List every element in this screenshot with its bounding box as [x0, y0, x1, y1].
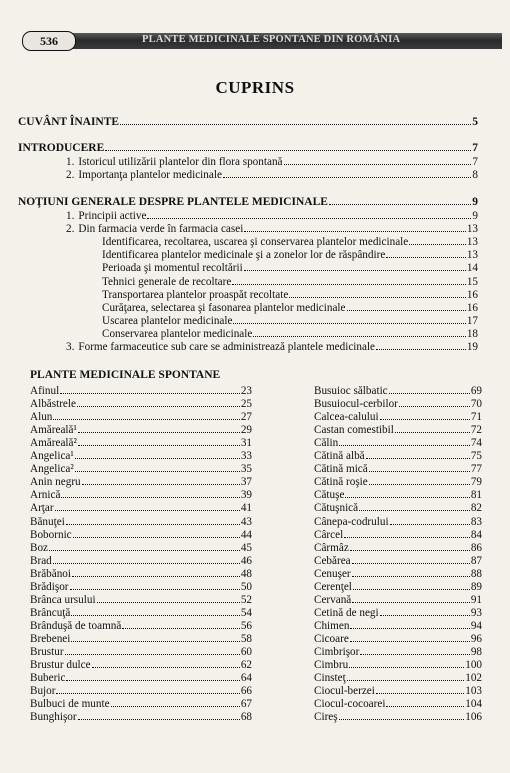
running-header — [22, 31, 502, 50]
entry-label: CUVÂNT ÎNAINTE — [18, 116, 120, 128]
entry-label: Perioada şi momentul recoltării — [102, 262, 243, 275]
entry-label: Călin — [314, 437, 339, 450]
entry-label: Alun — [30, 411, 53, 424]
entry-label: Busuiocul-cerbilor — [314, 398, 398, 411]
entry-page: 84 — [470, 528, 482, 541]
dot-leader — [390, 513, 470, 525]
entry-label: Din farmacia verde în farmacia casei — [78, 223, 244, 236]
entry-page: 64 — [240, 672, 252, 685]
dot-leader — [70, 578, 240, 590]
dot-leader — [105, 139, 471, 151]
dot-leader — [233, 312, 465, 324]
dot-leader — [61, 486, 239, 498]
plant-entry — [30, 708, 252, 724]
entry-page: 13 — [466, 223, 478, 236]
entry-label: Afinul — [30, 385, 60, 397]
entry-label: Transportarea plantelor proaspăt recoltate — [102, 288, 289, 301]
dot-leader — [82, 473, 240, 485]
dot-leader — [244, 259, 466, 271]
entry-page: 15 — [466, 275, 478, 288]
dot-leader — [409, 233, 466, 245]
entry-page: 33 — [240, 450, 252, 463]
entry-label: Brebenei — [30, 632, 71, 645]
page-number: 536 — [22, 31, 76, 51]
dot-leader — [349, 656, 464, 668]
dot-leader — [369, 460, 470, 472]
entry-page: 86 — [470, 541, 482, 554]
entry-page: 27 — [240, 411, 252, 424]
entry-label: Ciocul-berzei — [314, 685, 375, 698]
dot-leader — [66, 669, 239, 681]
entry-page: 31 — [240, 437, 252, 450]
entry-page: 104 — [465, 698, 482, 711]
entry-page: 16 — [466, 288, 478, 301]
entry-label: Principii active — [78, 210, 147, 222]
dot-leader — [78, 421, 240, 433]
entry-page: 45 — [240, 541, 252, 554]
entry-page: 52 — [240, 593, 252, 606]
entry-page: 69 — [470, 385, 482, 397]
entry-page: 18 — [466, 327, 478, 340]
dot-leader — [65, 643, 240, 655]
entry-page: 13 — [466, 236, 478, 249]
dot-leader — [369, 473, 470, 485]
item-number: 2. — [66, 223, 75, 236]
dot-leader — [53, 552, 240, 564]
entry-page: 16 — [466, 301, 478, 314]
dot-leader — [60, 382, 240, 394]
entry-label: Ciocul-cocoarei — [314, 698, 386, 711]
entry-label: Brâncuţă — [30, 606, 71, 619]
entry-page: 71 — [470, 411, 482, 424]
entry-label: Cimbrişor — [314, 646, 360, 658]
dot-leader — [71, 604, 239, 616]
dot-leader — [345, 486, 469, 498]
entry-page: 39 — [240, 489, 252, 502]
entry-label: Brânca ursului — [30, 593, 96, 606]
dot-leader — [78, 708, 240, 720]
entry-page: 8 — [472, 169, 478, 182]
dot-leader — [75, 460, 240, 472]
entry-label: Tehnici generale de recoltare — [102, 275, 232, 288]
entry-page: 74 — [470, 437, 482, 450]
entry-page: 62 — [240, 659, 252, 672]
entry-label: Angelica¹ — [30, 450, 74, 463]
entry-label: Cetină de negi — [314, 606, 379, 619]
dot-leader — [111, 695, 240, 707]
dot-leader — [347, 669, 465, 681]
dot-leader — [395, 421, 470, 433]
dot-leader — [386, 246, 466, 258]
entry-label: Cebărea — [314, 554, 351, 567]
entry-page: 58 — [240, 632, 252, 645]
entry-page: 5 — [472, 116, 478, 128]
dot-leader — [232, 273, 465, 285]
dot-leader — [352, 591, 470, 603]
entry-label: INTRODUCERE — [18, 142, 105, 154]
entry-label: Amăreală² — [30, 437, 77, 450]
dot-leader — [366, 447, 470, 459]
entry-page: 23 — [240, 385, 252, 397]
entry-label: Cătină mică — [314, 463, 368, 476]
entry-label: Bobornic — [30, 528, 72, 541]
entry-page: 96 — [470, 632, 482, 645]
entry-label: Cervană — [314, 593, 352, 606]
dot-leader — [72, 565, 240, 577]
entry-page: 7 — [472, 142, 478, 154]
dot-leader — [97, 591, 240, 603]
toc-entry — [66, 166, 478, 182]
entry-page: 87 — [470, 554, 482, 567]
dot-leader — [399, 395, 470, 407]
entry-page: 41 — [240, 502, 252, 515]
entry-page: 44 — [240, 528, 252, 541]
entry-page: 102 — [465, 672, 482, 685]
entry-page: 9 — [472, 210, 478, 222]
plants-heading: PLANTE MEDICINALE SPONTANE — [30, 369, 221, 381]
dot-leader — [376, 338, 466, 350]
entry-label: Istoricul utilizării plantelor din flora spontană — [78, 156, 283, 168]
entry-label: Conservarea plantelor medicinale — [102, 327, 253, 340]
entry-page: 13 — [466, 249, 478, 262]
entry-label: Cicoare — [314, 632, 349, 645]
entry-label: Cenuşer — [314, 567, 351, 580]
entry-page: 60 — [240, 646, 252, 658]
entry-label: Arţar — [30, 502, 54, 515]
dot-leader — [350, 630, 470, 642]
entry-page: 9 — [472, 196, 478, 208]
entry-label: Bănuţei — [30, 515, 65, 528]
entry-page: 29 — [240, 424, 252, 437]
dot-leader — [339, 708, 465, 720]
entry-label: Cătină albă — [314, 450, 365, 463]
dot-leader — [350, 617, 469, 629]
dot-leader — [223, 166, 472, 178]
plant-entry — [314, 708, 482, 724]
entry-label: NOŢIUNI GENERALE DESPRE PLANTELE MEDICINALE — [18, 196, 328, 208]
entry-label: Chimen — [314, 619, 350, 632]
entry-label: Castan comestibil — [314, 424, 394, 437]
dot-leader — [289, 286, 466, 298]
entry-label: Importanţa plantelor medicinale — [78, 169, 222, 182]
entry-label: Brăbănoi — [30, 567, 72, 580]
item-number: 1. — [66, 210, 75, 222]
entry-page: 50 — [240, 580, 252, 593]
entry-label: Uscarea plantelor medicinale — [102, 314, 233, 327]
entry-page: 93 — [470, 606, 482, 619]
dot-leader — [376, 682, 464, 694]
entry-page: 37 — [240, 476, 252, 489]
dot-leader — [66, 513, 240, 525]
page-title: CUPRINS — [215, 78, 295, 97]
entry-label: Brad — [30, 554, 52, 567]
entry-label: Forme farmaceutice sub care se administrează plantele medicinale — [78, 341, 376, 353]
item-number: 1. — [66, 156, 75, 168]
entry-label: Albăstrele — [30, 398, 76, 411]
entry-label: Cătuşnică — [314, 502, 359, 515]
dot-leader — [92, 656, 240, 668]
entry-label: Identificarea plantelor medicinale şi a zonelor lor de răspândire — [102, 249, 386, 262]
entry-label: Identificarea, recoltarea, uscarea şi conservarea plantelor medicinale — [102, 236, 409, 249]
item-number: 3. — [66, 341, 75, 353]
dot-leader — [386, 695, 464, 707]
entry-label: Bujor — [30, 685, 56, 698]
entry-label: Cinsteţ — [314, 672, 346, 685]
dot-leader — [244, 220, 466, 232]
entry-page: 7 — [472, 156, 478, 168]
entry-page: 83 — [470, 515, 482, 528]
entry-page: 89 — [470, 580, 482, 593]
entry-page: 100 — [465, 659, 482, 672]
dot-leader — [352, 565, 470, 577]
dot-leader — [120, 113, 471, 125]
entry-page: 48 — [240, 567, 252, 580]
running-title: PLANTE MEDICINALE SPONTANE DIN ROMÂNIA — [142, 34, 401, 45]
dot-leader — [56, 682, 239, 694]
entry-page: 70 — [470, 398, 482, 411]
entry-page: 72 — [470, 424, 482, 437]
entry-page: 88 — [470, 567, 482, 580]
entry-page: 103 — [465, 685, 482, 698]
entry-page: 81 — [470, 489, 482, 502]
toc-entry — [66, 338, 478, 354]
entry-page: 46 — [240, 554, 252, 567]
dot-leader — [350, 539, 470, 551]
entry-label: Buberic — [30, 672, 66, 685]
dot-leader — [347, 299, 466, 311]
dot-leader — [147, 207, 471, 219]
entry-page: 19 — [466, 341, 478, 353]
entry-label: Cânepa-codrului — [314, 515, 389, 528]
dot-leader — [359, 499, 470, 511]
entry-page: 17 — [466, 314, 478, 327]
entry-page: 54 — [240, 606, 252, 619]
entry-page: 66 — [240, 685, 252, 698]
dot-leader — [49, 539, 240, 551]
entry-page: 43 — [240, 515, 252, 528]
entry-page: 67 — [240, 698, 252, 711]
dot-leader — [55, 499, 240, 511]
entry-label: Anin negru — [30, 476, 81, 489]
dot-leader — [339, 434, 470, 446]
entry-page: 98 — [470, 646, 482, 658]
dot-leader — [353, 578, 470, 590]
entry-label: Cimbru — [314, 659, 349, 672]
toc-section-heading — [18, 113, 478, 129]
entry-label: Brânduşă de toamnă — [30, 619, 122, 632]
dot-leader — [71, 630, 239, 642]
entry-label: Cârcel — [314, 528, 344, 541]
dot-leader — [77, 395, 240, 407]
entry-label: Calcea-calului — [314, 411, 379, 424]
dot-leader — [360, 643, 469, 655]
dot-leader — [389, 382, 470, 394]
dot-leader — [75, 447, 240, 459]
dot-leader — [253, 325, 465, 337]
entry-label: Cătină roşie — [314, 476, 368, 489]
entry-page: 68 — [240, 711, 252, 724]
entry-page: 79 — [470, 476, 482, 489]
entry-page: 25 — [240, 398, 252, 411]
entry-label: Amăreală¹ — [30, 424, 77, 437]
entry-page: 106 — [465, 711, 482, 724]
entry-label: Brustur — [30, 646, 64, 658]
entry-label: Curăţarea, selectarea şi fasonarea plantelor medicinale — [102, 301, 346, 314]
dot-leader — [122, 617, 239, 629]
entry-label: Cireş — [314, 711, 338, 724]
dot-leader — [352, 552, 470, 564]
entry-page: 94 — [470, 619, 482, 632]
entry-label: Cârmâz — [314, 541, 349, 554]
item-number: 2. — [66, 169, 75, 182]
entry-page: 82 — [470, 502, 482, 515]
entry-label: Cerenţel — [314, 580, 352, 593]
entry-label: Boz — [30, 541, 49, 554]
dot-leader — [73, 526, 240, 538]
entry-page: 14 — [466, 262, 478, 275]
dot-leader — [284, 153, 472, 165]
entry-label: Cătuşe — [314, 489, 345, 502]
dot-leader — [53, 408, 239, 420]
entry-page: 91 — [470, 593, 482, 606]
entry-label: Bulbuci de munte — [30, 698, 110, 711]
entry-page: 35 — [240, 463, 252, 476]
dot-leader — [344, 526, 470, 538]
entry-page: 75 — [470, 450, 482, 463]
dot-leader — [380, 604, 470, 616]
dot-leader — [78, 434, 240, 446]
dot-leader — [329, 193, 471, 205]
dot-leader — [380, 408, 470, 420]
entry-page: 56 — [240, 619, 252, 632]
entry-page: 77 — [470, 463, 482, 476]
entry-label: Bunghişor — [30, 711, 77, 724]
entry-label: Busuioc sălbatic — [314, 385, 388, 397]
entry-label: Brustur dulce — [30, 659, 91, 672]
entry-label: Angelica² — [30, 463, 74, 476]
entry-label: Brădişor — [30, 580, 69, 593]
entry-label: Arnică — [30, 489, 61, 502]
